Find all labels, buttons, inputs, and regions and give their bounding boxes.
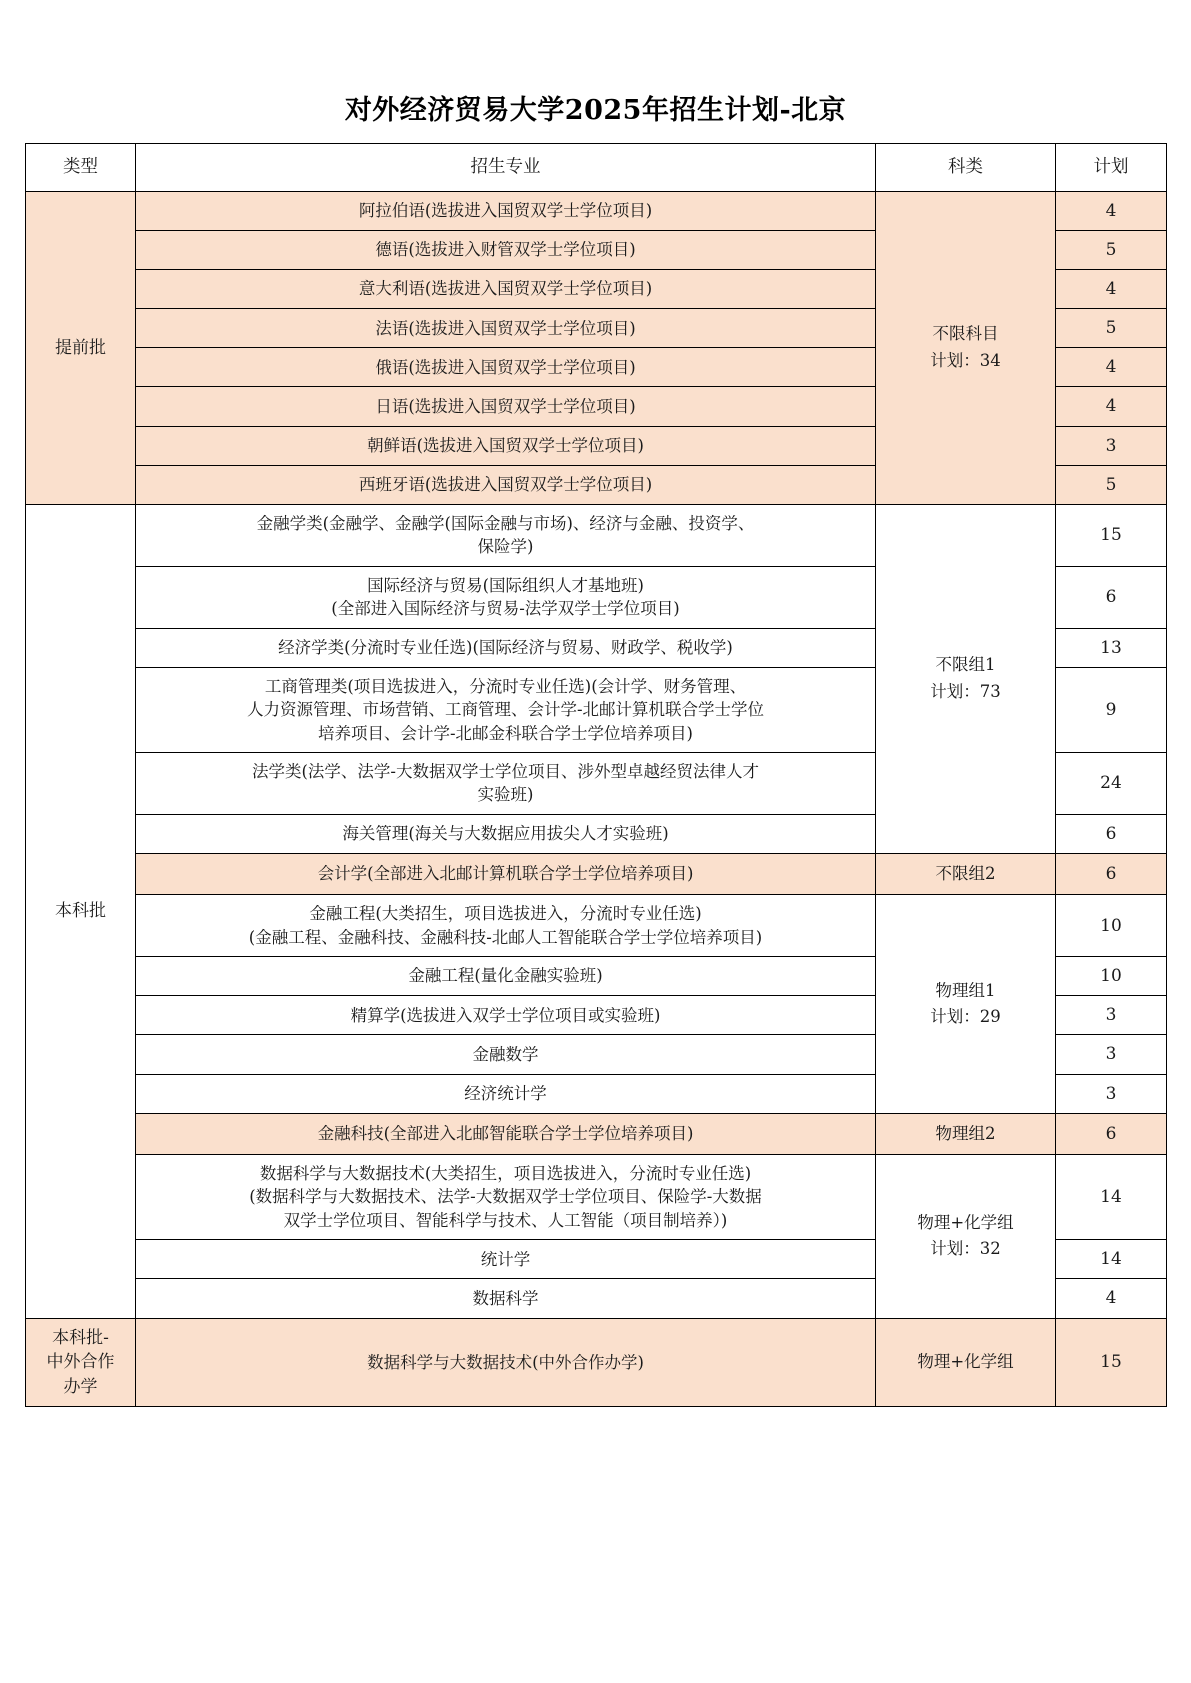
text-line: 计划：29 <box>930 1006 1001 1026</box>
text-line: 金融工程(大类招生，项目选拔进入，分流时专业任选) <box>309 904 702 924</box>
cell-major-name <box>136 1035 876 1074</box>
column-header-category: 科类 <box>876 144 1056 192</box>
cell-plan-count: 4 <box>1056 1279 1167 1318</box>
text-line: 物理组2 <box>935 1123 996 1143</box>
cell-major-name <box>136 1113 876 1154</box>
text-line: 保险学) <box>477 537 534 557</box>
cell-admission-type <box>26 191 136 504</box>
cell-major-name <box>136 1279 876 1318</box>
cell-plan-count: 5 <box>1056 465 1167 504</box>
text-line: 实验班) <box>477 785 534 805</box>
cell-major-name <box>136 387 876 426</box>
table-row <box>26 1113 1167 1154</box>
cell-plan-count: 4 <box>1056 348 1167 387</box>
cell-subject-group <box>876 504 1056 853</box>
text-line: 不限组1 <box>935 655 996 675</box>
cell-plan-count: 6 <box>1056 853 1167 894</box>
cell-subject-group <box>876 1318 1056 1407</box>
cell-major-name <box>136 1318 876 1407</box>
cell-major-name <box>136 348 876 387</box>
cell-major-name <box>136 465 876 504</box>
text-line: 中外合作 <box>46 1352 115 1373</box>
cell-major-name <box>136 309 876 348</box>
cell-major-name <box>136 1240 876 1279</box>
cell-major-name <box>136 853 876 894</box>
column-header-type: 类型 <box>26 144 136 192</box>
text-line: 朝鲜语(选拔进入国贸双学士学位项目) <box>367 435 644 455</box>
text-line: 物理+化学组 <box>917 1352 1014 1372</box>
cell-major-name <box>136 957 876 996</box>
text-line: 本科批- <box>52 1327 109 1348</box>
text-line: 日语(选拔进入国贸双学士学位项目) <box>375 396 636 416</box>
cell-plan-count: 14 <box>1056 1155 1167 1240</box>
cell-plan-count: 3 <box>1056 1074 1167 1113</box>
cell-subject-group <box>876 1155 1056 1319</box>
text-line: 物理组1 <box>935 980 996 1000</box>
admission-plan-table <box>25 143 1167 1407</box>
text-line: 双学士学位项目、智能科学与技术、人工智能（项目制培养）) <box>283 1210 728 1230</box>
table-header <box>26 144 1167 192</box>
text-line: (数据科学与大数据技术、法学-大数据双学士学位项目、保险学-大数据 <box>249 1187 762 1207</box>
cell-plan-count: 4 <box>1056 270 1167 309</box>
column-header-count: 计划 <box>1056 144 1167 192</box>
table-row <box>26 1318 1167 1407</box>
text-line: 金融学类(金融学、金融学(国际金融与市场)、经济与金融、投资学、 <box>256 513 755 533</box>
text-line: 意大利语(选拔进入国贸双学士学位项目) <box>358 279 653 299</box>
cell-subject-group <box>876 895 1056 1113</box>
cell-major-name <box>136 504 876 566</box>
text-line: 俄语(选拔进入国贸双学士学位项目) <box>375 357 636 377</box>
text-line: 会计学(全部进入北邮计算机联合学士学位培养项目) <box>317 864 694 884</box>
cell-major-name <box>136 667 876 752</box>
text-line: 阿拉伯语(选拔进入国贸双学士学位项目) <box>358 201 653 221</box>
text-line: 海关管理(海关与大数据应用拔尖人才实验班) <box>342 824 669 844</box>
text-line: 西班牙语(选拔进入国贸双学士学位项目) <box>358 475 653 495</box>
text-line: 经济学类(分流时专业任选)(国际经济与贸易、财政学、税收学) <box>278 637 733 657</box>
text-line: 工商管理类(项目选拔进入，分流时专业任选)(会计学、财务管理、 <box>264 676 747 696</box>
text-line: 精算学(选拔进入双学士学位项目或实验班) <box>350 1005 661 1025</box>
cell-major-name <box>136 628 876 667</box>
column-header-major: 招生专业 <box>136 144 876 192</box>
cell-plan-count: 9 <box>1056 667 1167 752</box>
table-body <box>26 191 1167 1407</box>
text-line: 法语(选拔进入国贸双学士学位项目) <box>375 318 636 338</box>
text-line: 计划：34 <box>930 350 1001 370</box>
table-row <box>26 895 1167 957</box>
text-line: 金融数学 <box>472 1044 539 1064</box>
page-title: 对外经济贸易大学2025年招生计划-北京 <box>344 95 847 126</box>
text-line: 计划：73 <box>930 681 1001 701</box>
cell-major-name <box>136 895 876 957</box>
cell-major-name <box>136 1074 876 1113</box>
text-line: 金融科技(全部进入北邮智能联合学士学位培养项目) <box>317 1124 694 1144</box>
table-row <box>26 191 1167 230</box>
cell-plan-count: 14 <box>1056 1240 1167 1279</box>
cell-plan-count: 4 <box>1056 191 1167 230</box>
cell-major-name <box>136 191 876 230</box>
text-line: 数据科学 <box>472 1288 539 1308</box>
text-line: 数据科学与大数据技术(中外合作办学) <box>367 1352 644 1372</box>
cell-plan-count: 3 <box>1056 426 1167 465</box>
header-row <box>26 144 1167 192</box>
cell-subject-group <box>876 853 1056 894</box>
text-line: 不限组2 <box>935 863 996 883</box>
table-row <box>26 1155 1167 1240</box>
cell-admission-type <box>26 504 136 1318</box>
text-line: 提前批 <box>55 337 106 358</box>
text-line: 国际经济与贸易(国际组织人才基地班) <box>367 575 644 595</box>
text-line: 计划：32 <box>930 1239 1001 1259</box>
cell-admission-type <box>26 1318 136 1407</box>
cell-subject-group <box>876 191 1056 504</box>
cell-major-name <box>136 426 876 465</box>
text-line: 金融工程(量化金融实验班) <box>408 966 603 986</box>
text-line: 本科批 <box>55 900 106 921</box>
text-line: 经济统计学 <box>464 1083 547 1103</box>
cell-plan-count: 4 <box>1056 387 1167 426</box>
cell-plan-count: 10 <box>1056 895 1167 957</box>
cell-plan-count: 15 <box>1056 1318 1167 1407</box>
text-line: (金融工程、金融科技、金融科技-北邮人工智能联合学士学位培养项目) <box>248 927 763 947</box>
text-line: 人力资源管理、市场营销、工商管理、会计学-北邮计算机联合学士学位 <box>246 700 765 720</box>
cell-subject-group <box>876 1113 1056 1154</box>
cell-major-name <box>136 996 876 1035</box>
cell-plan-count: 10 <box>1056 957 1167 996</box>
cell-plan-count: 6 <box>1056 814 1167 853</box>
cell-plan-count: 5 <box>1056 230 1167 269</box>
cell-major-name <box>136 566 876 628</box>
table-row <box>26 504 1167 566</box>
text-line: 德语(选拔进入财管双学士学位项目) <box>375 240 636 260</box>
cell-plan-count: 3 <box>1056 1035 1167 1074</box>
cell-plan-count: 13 <box>1056 628 1167 667</box>
cell-major-name <box>136 814 876 853</box>
text-line: 法学类(法学、法学-大数据双学士学位项目、涉外型卓越经贸法律人才 <box>251 761 759 781</box>
cell-major-name <box>136 230 876 269</box>
cell-plan-count: 3 <box>1056 996 1167 1035</box>
text-line: 统计学 <box>480 1249 531 1269</box>
cell-plan-count: 24 <box>1056 752 1167 814</box>
cell-major-name <box>136 752 876 814</box>
cell-plan-count: 15 <box>1056 504 1167 566</box>
text-line: 不限科目 <box>932 324 999 344</box>
text-line: (全部进入国际经济与贸易-法学双学士学位项目) <box>331 599 680 619</box>
cell-plan-count: 5 <box>1056 309 1167 348</box>
cell-major-name <box>136 270 876 309</box>
cell-major-name <box>136 1155 876 1240</box>
cell-plan-count: 6 <box>1056 1113 1167 1154</box>
text-line: 办学 <box>63 1376 98 1397</box>
table-row <box>26 853 1167 894</box>
cell-plan-count: 6 <box>1056 566 1167 628</box>
text-line: 数据科学与大数据技术(大类招生，项目选拔进入，分流时专业任选) <box>259 1164 752 1184</box>
text-line: 培养项目、会计学-北邮金科联合学士学位培养项目) <box>317 723 693 743</box>
text-line: 物理+化学组 <box>917 1212 1014 1232</box>
